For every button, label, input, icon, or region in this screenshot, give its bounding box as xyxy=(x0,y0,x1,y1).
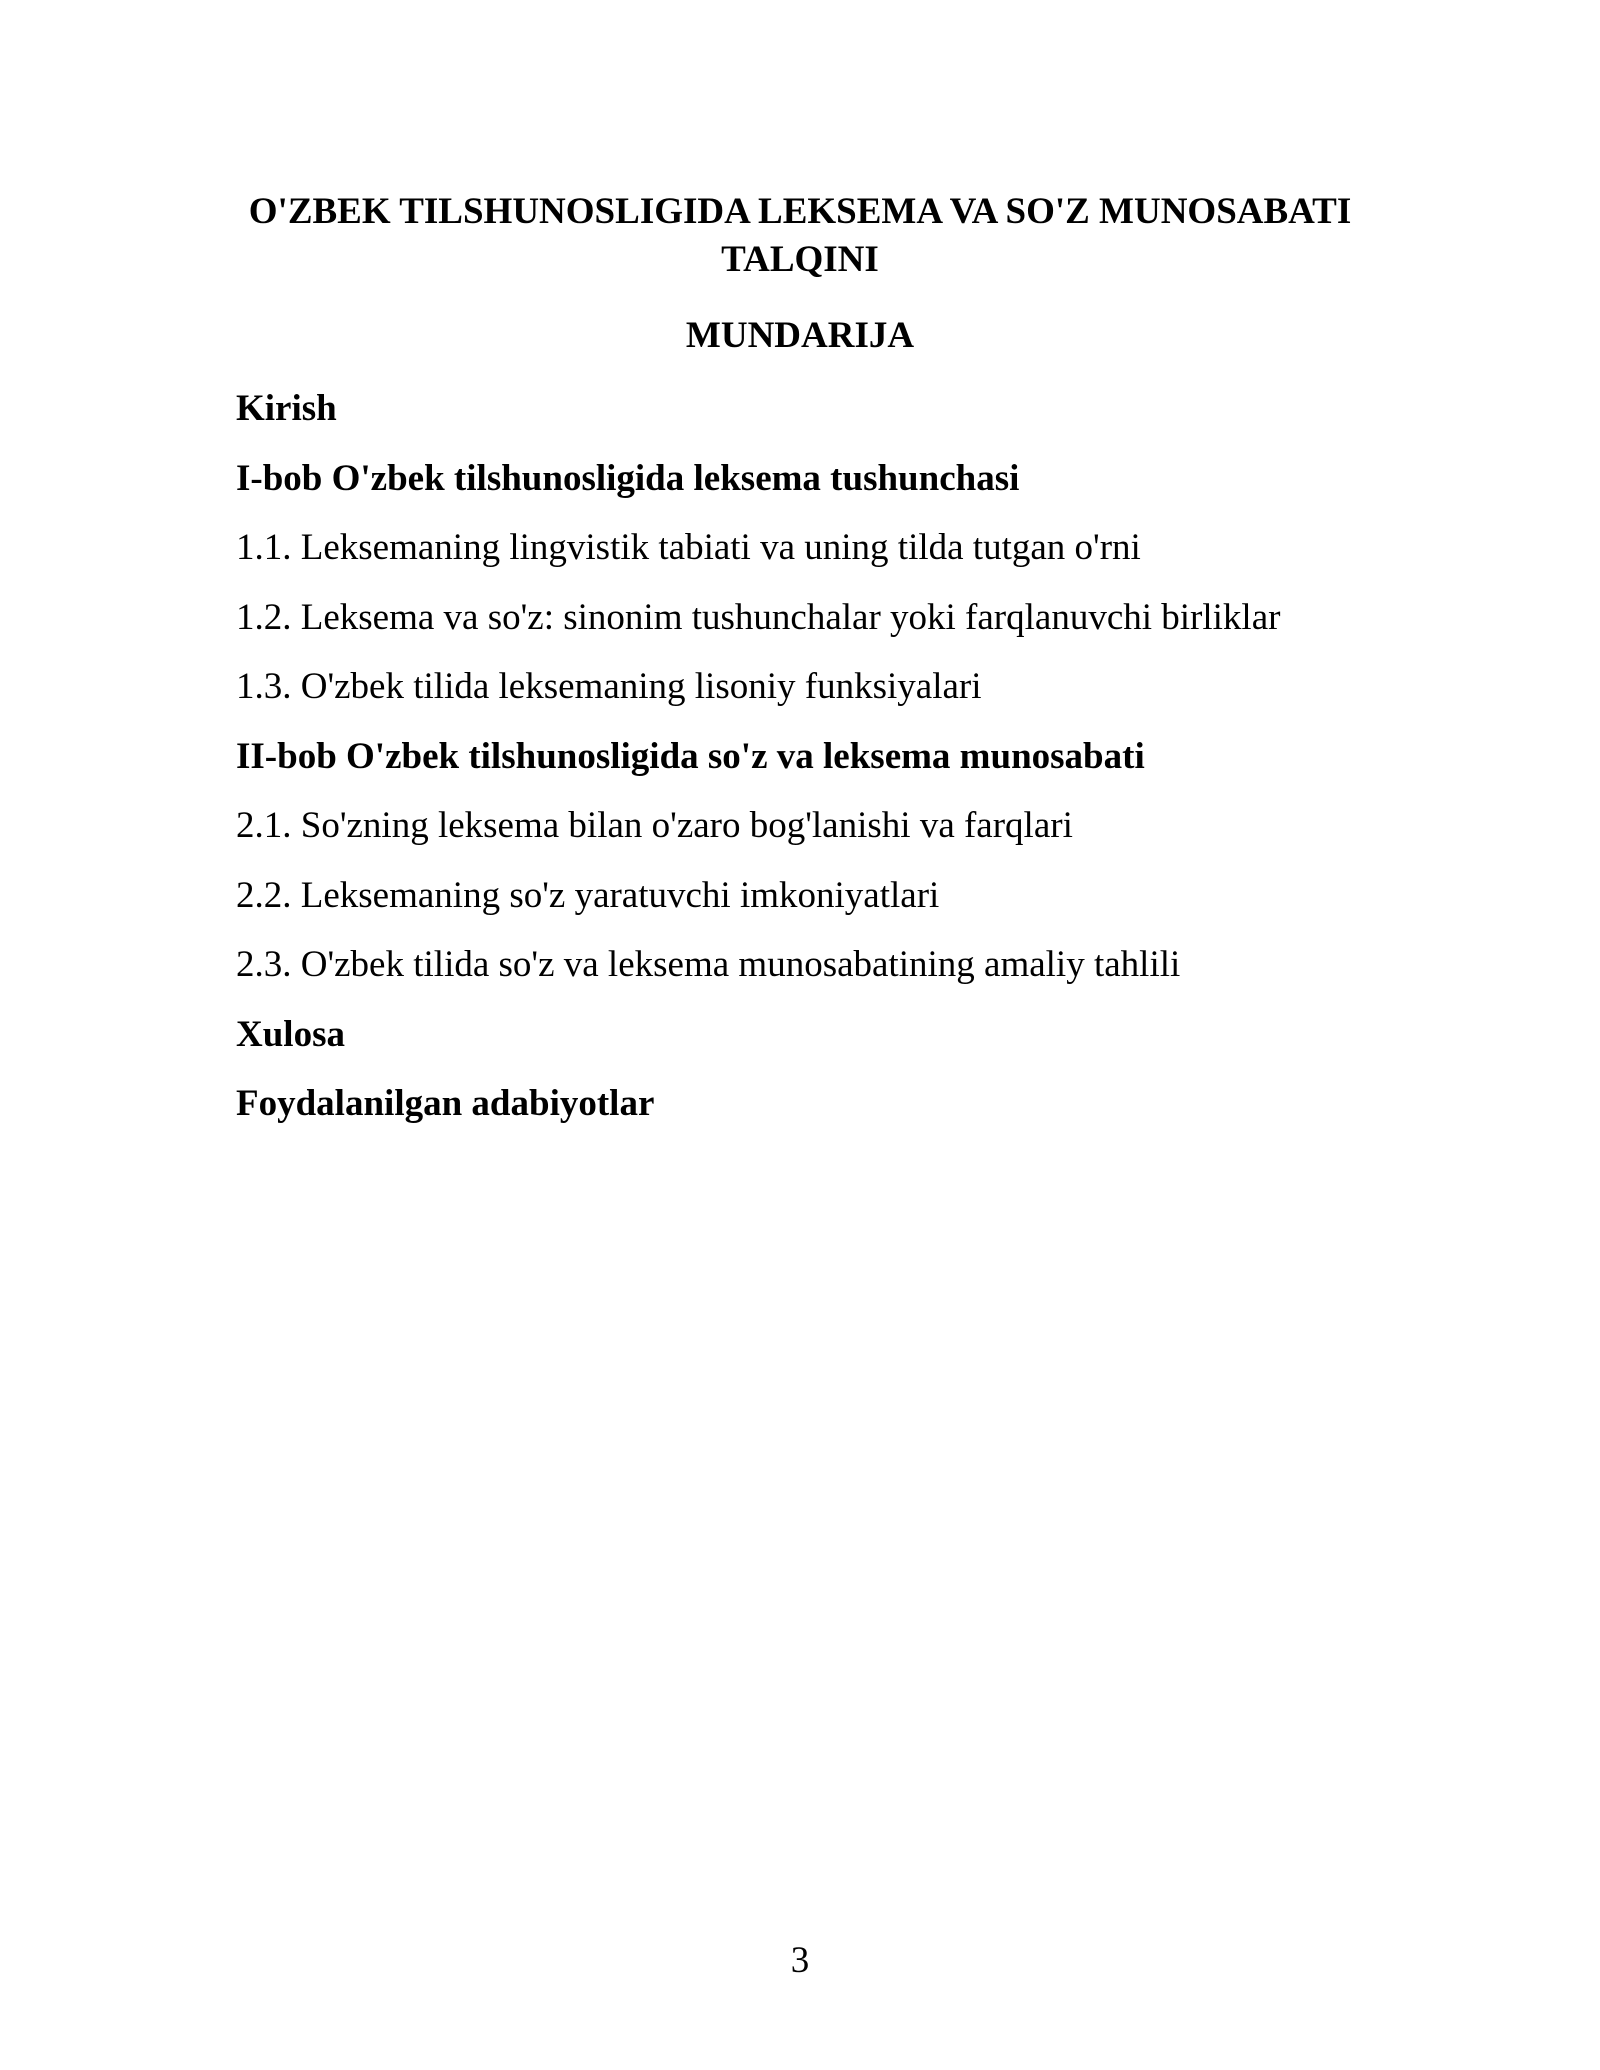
toc-entry-chapter-1: I-bob O'zbek tilshunosligida leksema tushunchasi xyxy=(236,457,1020,499)
toc-entry-section-2-3: 2.3. O'zbek tilida so'z va leksema munosabatining amaliy tahlili xyxy=(236,944,1181,985)
toc-entry-section-2-1: 2.1. So'zning leksema bilan o'zaro bog'lanishi va farqlari xyxy=(236,805,1073,846)
table-of-contents-heading: MUNDARIJA xyxy=(685,315,915,356)
toc-entry-conclusion: Xulosa xyxy=(236,1013,345,1055)
toc-entry-introduction: Kirish xyxy=(236,388,337,429)
toc-entry-section-1-1: 1.1. Leksemaning lingvistik tabiati va uning tilda tutgan o'rni xyxy=(236,527,1141,568)
table-of-contents xyxy=(236,385,1364,1150)
document-title: O'ZBEK TILSHUNOSLIGIDA LEKSEMA VA SO'Z MUNOSABATI TALQINI xyxy=(248,191,1352,280)
page-number: 3 xyxy=(790,1940,810,1981)
toc-entry-section-1-2: 1.2. Leksema va so'z: sinonim tushunchalar yoki farqlanuvchi birliklar xyxy=(236,596,1281,638)
toc-entry-chapter-2: II-bob O'zbek tilshunosligida so'z va leksema munosabati xyxy=(236,735,1145,777)
toc-entry-references: Foydalanilgan adabiyotlar xyxy=(236,1083,655,1124)
toc-entry-section-2-2: 2.2. Leksemaning so'z yaratuvchi imkoniyatlari xyxy=(236,874,940,916)
toc-entry-section-1-3: 1.3. O'zbek tilida leksemaning lisoniy funksiyalari xyxy=(236,666,982,707)
